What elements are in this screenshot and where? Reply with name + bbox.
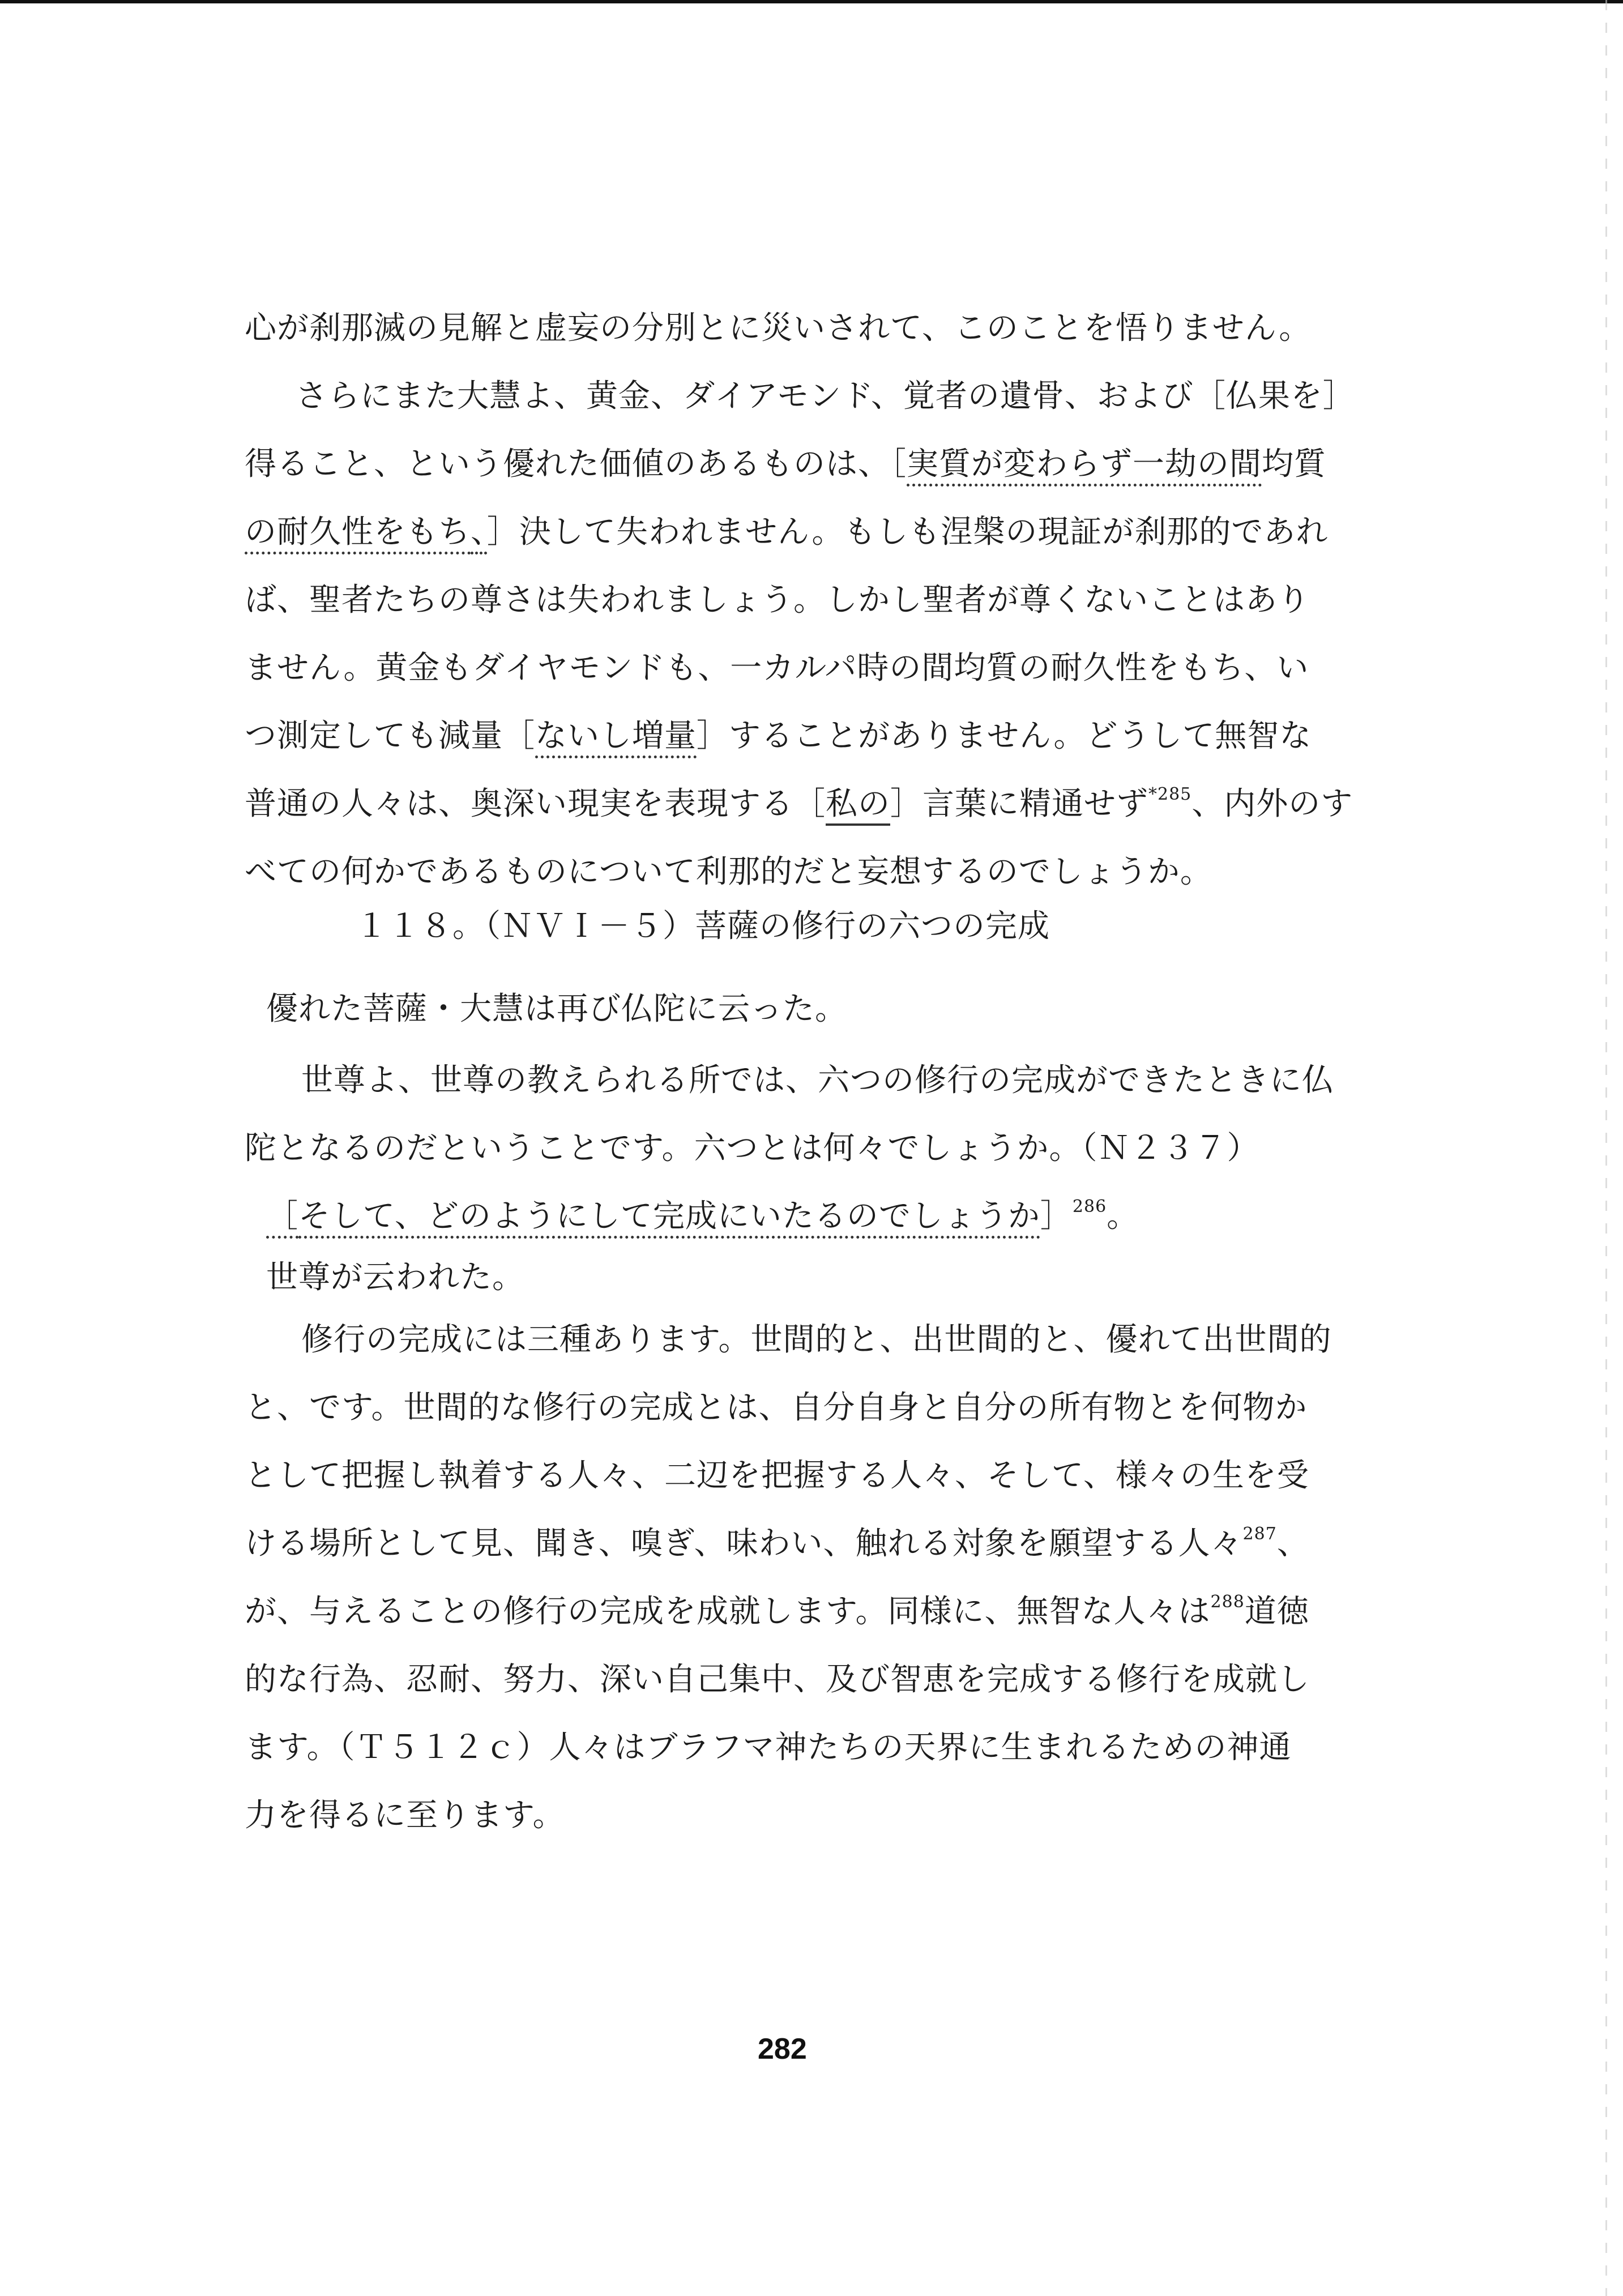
text-span: が、与えることの修行の完成を成就します。同様に、無智な人々は [245, 1593, 1211, 1630]
underlined-phrase: 実質が変わらず一劫の間 [907, 446, 1262, 486]
footnote-ref: 286 [1072, 1197, 1107, 1217]
text-line [245, 1729, 1292, 1766]
text-span: 。 [1107, 1198, 1139, 1235]
text-span: ける場所として見、聞き、嗅ぎ、味わい、触れる対象を願望する人々 [245, 1525, 1243, 1562]
text-span: 世尊が云われた。 [266, 1259, 524, 1296]
text-line [245, 1661, 1310, 1698]
text-span: 均質 [1262, 446, 1326, 483]
text-line [245, 446, 1326, 483]
text-line [266, 993, 847, 1025]
text-line [245, 853, 1212, 890]
text-line [245, 1130, 1259, 1167]
text-span: ］決して失われません。もしも涅槃の現証が刹那的であれ [487, 514, 1329, 550]
text-line [245, 652, 1309, 684]
text-span: 的な行為、忍耐、努力、深い自己集中、及び智恵を完成する修行を成就し [245, 1661, 1310, 1698]
text-line [266, 1259, 524, 1296]
scan-right-edge [1605, 0, 1607, 2296]
text-span: 修行の完成には三種あります。世間的と、出世間的と、優れて出世間的 [301, 1321, 1332, 1358]
text-span: 優れた菩薩・大慧は再び仏陀に云った。 [266, 991, 847, 1027]
text-line [245, 1592, 1309, 1630]
text-line [245, 1797, 565, 1834]
underlined-phrase: の耐久性をもち [245, 514, 471, 554]
scan-top-edge [0, 0, 1623, 3]
underlined-phrase: そして、どのようにして完成にいたるのでしょうか [298, 1198, 1040, 1239]
text-line [296, 378, 1355, 415]
text-span: ］することがありません。どうして無智な [697, 718, 1312, 754]
text-line [245, 720, 1312, 752]
text-line [245, 584, 1310, 616]
text-line [245, 1457, 1309, 1494]
text-span: として把握し執着する人々、二辺を把握する人々、そして、様々の生を受 [245, 1457, 1309, 1494]
text-span: つ測定しても減量［ [245, 718, 535, 754]
text-span: 心が刹那滅の見解と虚妄の分別とに災いされて、このことを悟りません。 [245, 310, 1312, 347]
underlined-phrase: 、 [471, 514, 487, 554]
text-span: 道徳 [1244, 1593, 1309, 1630]
text-span: ます。（Ｔ５１２ｃ）人々はブラフマ神たちの天界に生まれるための神通 [245, 1729, 1292, 1766]
page-number: 282 [758, 2033, 807, 2065]
text-line [245, 1524, 1309, 1562]
text-line [245, 310, 1315, 347]
text-span: 普通の人々は、奥深い現実を表現する［ [245, 786, 826, 822]
text-span: 、 [1276, 1525, 1309, 1562]
text-line [266, 1197, 1139, 1235]
text-span: 得ること、という優れた価値のあるものは、［ [245, 446, 907, 483]
text-line [301, 1062, 1334, 1099]
text-span: ］ [1040, 1198, 1073, 1235]
text-line [245, 784, 1353, 822]
text-line [245, 514, 1329, 550]
text-span: 力を得るに至ります。 [245, 1797, 565, 1834]
section-heading [356, 908, 1050, 945]
text-line [301, 1321, 1332, 1358]
text-span: べての何かであるものについて利那的だと妄想するのでしょうか。 [245, 853, 1212, 890]
underlined-phrase: ［ [266, 1198, 298, 1239]
footnote-ref: 287 [1242, 1524, 1277, 1544]
underlined-phrase: 私の [826, 786, 890, 826]
footnote-ref: 288 [1210, 1592, 1245, 1612]
text-span: 陀となるのだということです。六つとは何々でしょうか。（Ｎ２３７） [245, 1130, 1259, 1167]
text-line [245, 1389, 1308, 1426]
text-span: 世尊よ、世尊の教えられる所では、六つの修行の完成ができたときに仏 [301, 1062, 1334, 1099]
text-span: 、内外のす [1191, 786, 1353, 822]
heading-text: １１８。（ＮＶＩ－５）菩薩の修行の六つの完成 [356, 908, 1050, 945]
text-span: さらにまた大慧よ、黄金、ダイアモンド、覚者の遺骨、および［仏果を］ [296, 378, 1355, 415]
text-span: と、です。世間的な修行の完成とは、自分自身と自分の所有物とを何物か [245, 1389, 1308, 1426]
text-span: ば、聖者たちの尊さは失われましょう。しかし聖者が尊くないことはあり [245, 582, 1310, 618]
underlined-phrase: ないし増量 [535, 718, 697, 758]
text-span: ません。黄金もダイヤモンドも、一カルパ時の間均質の耐久性をもち、い [245, 650, 1309, 686]
footnote-ref: *285 [1148, 784, 1192, 804]
text-span: ］言葉に精通せず [890, 786, 1148, 822]
